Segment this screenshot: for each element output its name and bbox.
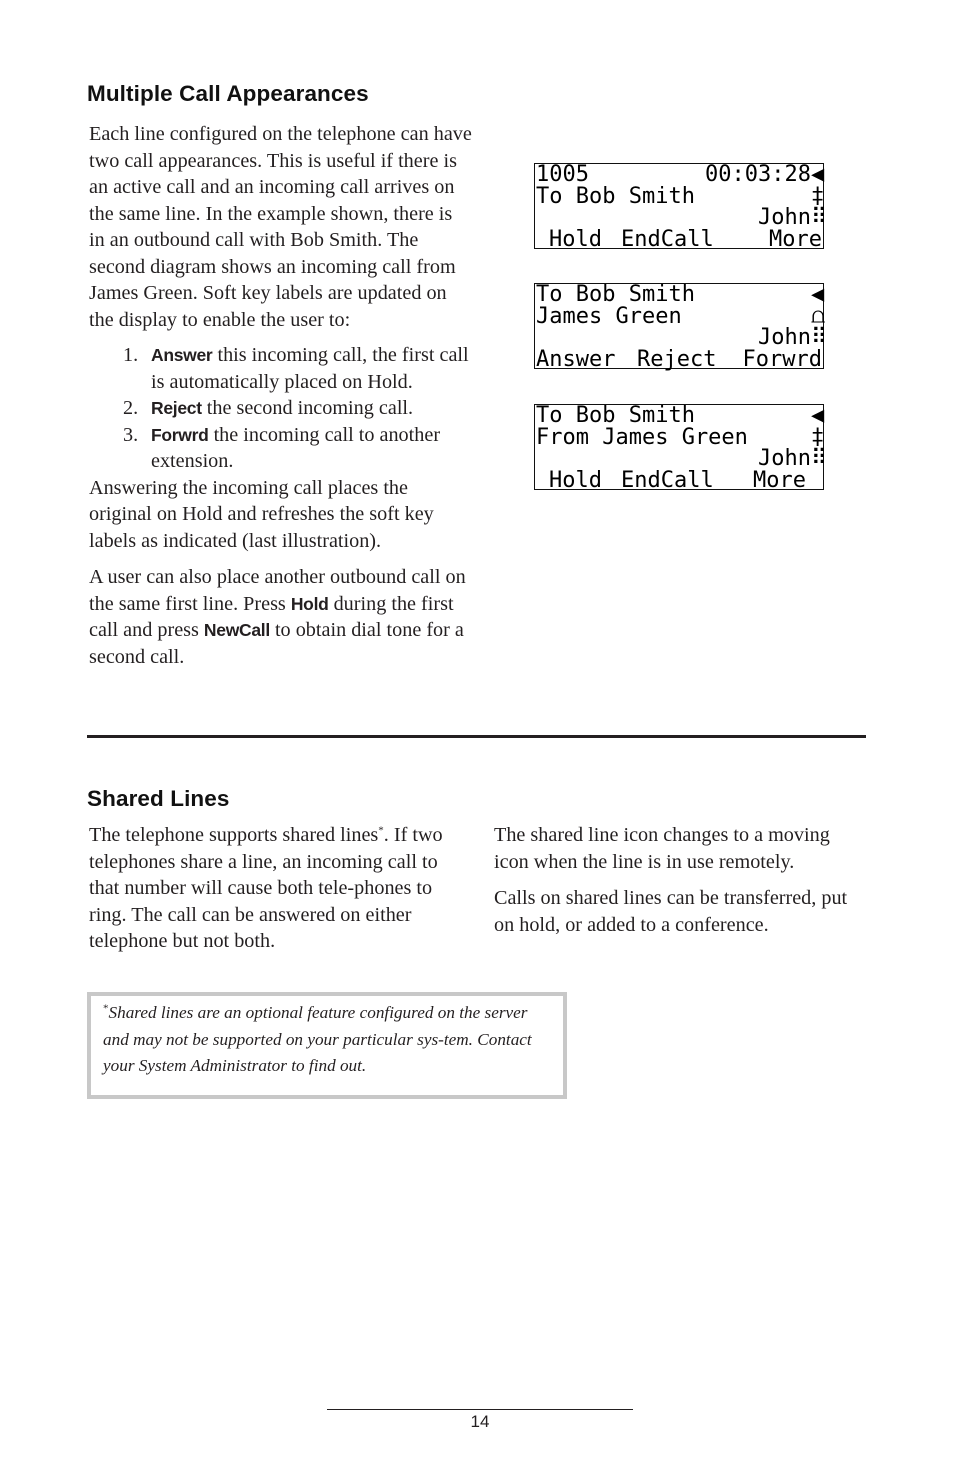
softkey-endcall: EndCall: [621, 226, 714, 252]
phone-display-incoming-call: To Bob Smith ◀ James Green ⩍ John⠿ Answer Reject Forwrd: [536, 282, 828, 372]
after-list-paragraph: Answering the incoming call places the original on Hold and refreshes the soft key labels as indicated (last illustration).: [89, 476, 434, 552]
newcall-key-label: NewCall: [203, 620, 270, 640]
line-icon: ⠿: [811, 325, 828, 350]
list-item: 1. Answer this incoming call, the first call is automatically placed on Hold.: [123, 344, 469, 393]
softkey-list: [89, 342, 473, 475]
call-state-icon: ‡: [811, 424, 825, 450]
speaker-icon: ◀: [811, 162, 825, 187]
footer-rule: [327, 1409, 633, 1410]
section1-body: [89, 121, 473, 670]
speaker-icon: ◀: [811, 403, 825, 428]
line-icon: ⠿: [811, 446, 828, 471]
section-title-multiple-call-appearances: Multiple Call Appearances: [87, 81, 369, 106]
footnote-box: *Shared lines are an optional feature configured on the server and may not be supported on your particular sys-tem. Contact your System Administrator to find out.: [87, 992, 567, 1099]
outbound-call-paragraph: A user can also place another outbound call on the same first line. Press Hold during the first call and press NewCall to obtain dial tone for a second call.: [89, 566, 466, 668]
hold-key-label: Hold: [290, 593, 329, 614]
softkey-forwrd: Forwrd: [742, 346, 822, 372]
answer-key-label: Answer: [151, 345, 213, 365]
list-item: 2. Reject the second incoming call.: [123, 397, 414, 419]
speaker-icon: ◀: [811, 282, 825, 307]
footnote-text: Shared lines are an optional feature configured on the server and may not be supported on your particular sys-tem. Contact your System Administrator to find out.: [103, 1003, 532, 1075]
reject-key-label: Reject: [151, 398, 202, 418]
section-title-shared-lines: Shared Lines: [87, 786, 230, 811]
list-item: 3. Forwrd the incoming call to another extension.: [123, 423, 441, 472]
intro-paragraph: Each line configured on the telephone can have two call appearances. This is useful if there is an active call and an incoming call arrives on the same line. In the example shown, there is in an outbound call with Bob Smith. The second diagram shows an incoming call from James Green. Soft key labels are updated on the display to enable the user to:: [89, 123, 472, 331]
softkey-answer: Answer: [536, 346, 616, 372]
shared-lines-column-1: The telephone supports shared lines*. If two telephones share a line, an incoming call to that number will cause both tele-phones to ring. The call can be answered on either telephone but not both.: [89, 824, 443, 952]
phone-display-active-call: 1005 00:03:28◀ To Bob Smith ‡ John⠿ Hold EndCall More: [536, 162, 828, 252]
softkey-hold: Hold: [549, 226, 602, 252]
ringing-bell-icon: ⩍: [811, 303, 826, 329]
softkey-more: More: [769, 226, 822, 252]
forward-key-label: Forwrd: [151, 424, 209, 445]
softkey-more: More: [753, 467, 806, 493]
shared-lines-column-2: The shared line icon changes to a moving icon when the line is in use remotely. Calls on shared lines can be transferred, put on hold, or added to a conference.: [494, 824, 848, 936]
phone-display-answered-call: To Bob Smith ◀ From James Green ‡ John⠿ Hold EndCall More: [536, 403, 828, 493]
softkey-hold: Hold: [549, 467, 602, 493]
call-state-icon: ‡: [811, 183, 825, 209]
page-number: 14: [470, 1412, 490, 1431]
softkey-reject: Reject: [637, 346, 717, 372]
line-icon: ⠿: [811, 205, 828, 230]
section-divider: [87, 735, 866, 738]
softkey-endcall: EndCall: [621, 467, 714, 493]
